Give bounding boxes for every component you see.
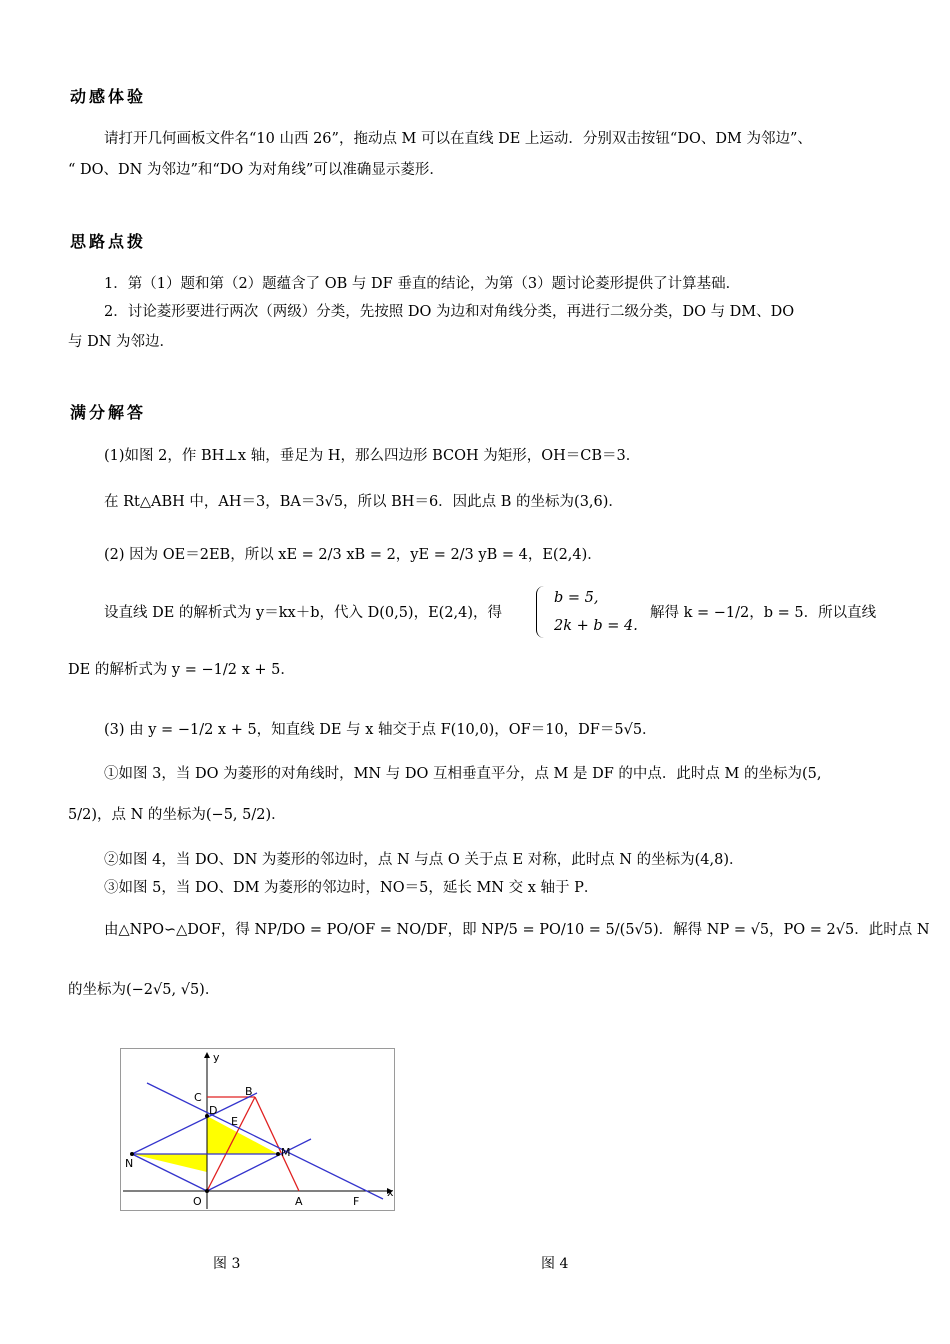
paragraph: 1．第（1）题和第（2）题蕴含了 OB 与 DF 垂直的结论，为第（3）题讨论菱形提供了计算基础． (104, 276, 741, 292)
system-eq-2: 2k + b = 4. (554, 618, 638, 634)
solution-line: 5/2)，点 N 的坐标为(−5, 5/2)． (68, 807, 286, 823)
solution-line: ③如图 5，当 DO、DM 为菱形的邻边时，NO＝5，延长 MN 交 x 轴于 P． (104, 880, 599, 896)
solution-line: 的坐标为(−2√5, √5)． (68, 982, 220, 998)
section-heading-solution: 满分解答 (70, 403, 147, 422)
label-y: y (213, 1051, 220, 1064)
section-heading-hints: 思路点拨 (70, 232, 147, 251)
point-O (205, 1189, 209, 1193)
line-DF (147, 1083, 383, 1199)
label-x: x (387, 1186, 394, 1199)
section-heading-dynamic: 动感体验 (70, 87, 147, 106)
label-E: E (231, 1115, 238, 1128)
paragraph: 请打开几何画板文件名“10 山西 26”，拖动点 M 可以在直线 DE 上运动．分别双击按钮“DO、DM 为邻边”、 (104, 131, 812, 147)
solution-line: (1)如图 2，作 BH⊥x 轴，垂足为 H，那么四边形 BCOH 为矩形，OH＝CB＝3． (104, 448, 641, 464)
label-D: D (209, 1104, 218, 1117)
label-B: B (245, 1085, 253, 1098)
label-O: O (193, 1195, 202, 1208)
solution-line: (2) 因为 OE＝2EB，所以 xE = 2/3 xB = 2，yE = 2/3 yB = 4，E(2,4)． (104, 547, 602, 563)
label-F: F (353, 1195, 360, 1208)
solution-line: DE 的解析式为 y = −1/2 x + 5． (68, 662, 295, 678)
solution-line: 在 Rt△ABH 中，AH＝3，BA＝3√5，所以 BH＝6．因此点 B 的坐标为(3,6)． (104, 494, 623, 510)
solution-line: ①如图 3，当 DO 为菱形的对角线时，MN 与 DO 互相垂直平分，点 M 是 DF 的中点．此时点 M 的坐标为(5, (104, 766, 822, 782)
segment-BA (255, 1097, 299, 1191)
paragraph: 2．讨论菱形要进行两次（两级）分类，先按照 DO 为边和对角线分类，再进行二级分类，DO 与 DM、DO (104, 304, 795, 320)
label-C: C (194, 1091, 202, 1104)
paragraph: 与 DN 为邻边． (68, 334, 175, 350)
yellow-region-lower (132, 1154, 207, 1172)
solution-line: (3) 由 y = −1/2 x + 5，知直线 DE 与 x 轴交于点 F(10,0)，OF＝10，DF＝5√5． (104, 722, 657, 738)
system-eq-1: b = 5, (554, 590, 599, 606)
solution-line: ②如图 4，当 DO、DN 为菱形的邻边时，点 N 与点 O 关于点 E 对称，此时点 N 的坐标为(4,8)． (104, 852, 744, 868)
label-N: N (125, 1157, 134, 1170)
solution-line: 解得 k = −1/2，b = 5．所以直线 (650, 605, 877, 621)
y-axis-arrow (204, 1052, 210, 1058)
brace (536, 586, 549, 638)
caption-fig3: 图 3 (213, 1256, 241, 1272)
solution-line: 设直线 DE 的解析式为 y＝kx＋b，代入 D(0,5)，E(2,4)，得 (104, 605, 503, 621)
solution-line: 由△NPO∽△DOF，得 NP/DO = PO/OF = NO/DF，即 NP/5 = PO/10 = 5/(5√5)．解得 NP = √5，PO = 2√5．此时点 N (104, 922, 930, 938)
figure-3-frame (120, 1048, 395, 1211)
point-N (130, 1152, 134, 1156)
point-M (276, 1152, 280, 1156)
label-A: A (295, 1195, 303, 1208)
figure-3 (121, 1049, 395, 1211)
paragraph: “ DO、DN 为邻边”和“DO 为对角线”可以准确显示菱形． (68, 162, 444, 178)
caption-fig4: 图 4 (541, 1256, 569, 1272)
label-M: M (281, 1146, 291, 1159)
